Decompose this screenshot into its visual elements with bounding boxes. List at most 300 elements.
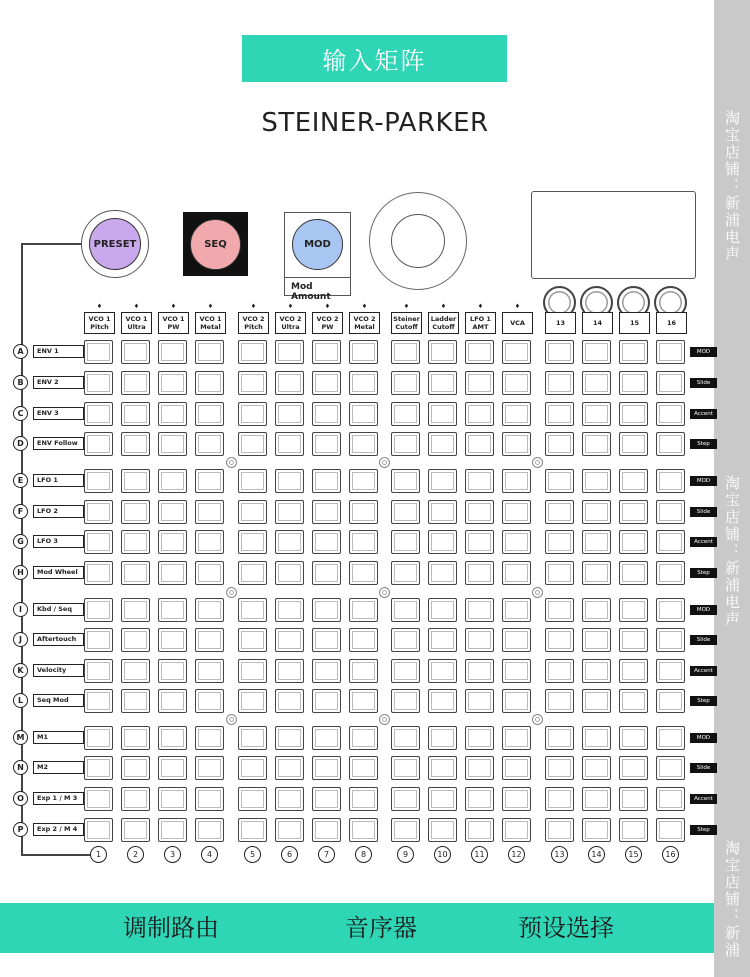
matrix-cell[interactable] bbox=[465, 561, 494, 585]
matrix-cell[interactable] bbox=[619, 561, 648, 585]
matrix-cell[interactable] bbox=[121, 432, 150, 456]
matrix-cell[interactable] bbox=[656, 756, 685, 780]
matrix-cell[interactable] bbox=[465, 432, 494, 456]
matrix-cell[interactable] bbox=[349, 818, 378, 842]
matrix-cell[interactable] bbox=[84, 561, 113, 585]
matrix-cell[interactable] bbox=[158, 628, 187, 652]
matrix-cell[interactable] bbox=[582, 500, 611, 524]
matrix-cell[interactable] bbox=[349, 689, 378, 713]
matrix-cell[interactable] bbox=[502, 561, 531, 585]
matrix-cell[interactable] bbox=[238, 659, 267, 683]
source-label: ENV 2 bbox=[33, 376, 84, 389]
matrix-cell[interactable] bbox=[465, 598, 494, 622]
matrix-cell[interactable] bbox=[349, 628, 378, 652]
matrix-cell[interactable] bbox=[656, 469, 685, 493]
matrix-cell[interactable] bbox=[391, 371, 420, 395]
matrix-cell[interactable] bbox=[545, 371, 574, 395]
destination-label: 16 bbox=[666, 319, 677, 327]
matrix-cell[interactable] bbox=[121, 340, 150, 364]
matrix-cell[interactable] bbox=[582, 432, 611, 456]
column-number: 9 bbox=[397, 846, 414, 863]
matrix-cell[interactable] bbox=[465, 756, 494, 780]
source-label: Aftertouch bbox=[33, 633, 84, 646]
column-number: 2 bbox=[127, 846, 144, 863]
matrix-cell[interactable] bbox=[312, 340, 341, 364]
matrix-cell[interactable] bbox=[238, 628, 267, 652]
destination-label: VCO 2 bbox=[242, 315, 265, 323]
matrix-cell[interactable] bbox=[349, 500, 378, 524]
matrix-cell[interactable] bbox=[428, 561, 457, 585]
matrix-cell[interactable] bbox=[195, 530, 224, 554]
matrix-cell[interactable] bbox=[465, 402, 494, 426]
matrix-cell[interactable] bbox=[195, 371, 224, 395]
matrix-cell[interactable] bbox=[275, 561, 304, 585]
matrix-cell[interactable] bbox=[391, 340, 420, 364]
matrix-cell[interactable] bbox=[84, 530, 113, 554]
row-tag: MOD bbox=[690, 733, 717, 743]
arrow-icon: ♦ bbox=[133, 303, 140, 310]
matrix-cell[interactable] bbox=[545, 469, 574, 493]
matrix-cell[interactable] bbox=[238, 561, 267, 585]
matrix-cell[interactable] bbox=[312, 530, 341, 554]
matrix-cell[interactable] bbox=[238, 787, 267, 811]
matrix-cell[interactable] bbox=[84, 469, 113, 493]
matrix-cell[interactable] bbox=[275, 500, 304, 524]
matrix-cell[interactable] bbox=[619, 818, 648, 842]
matrix-cell[interactable] bbox=[465, 726, 494, 750]
matrix-cell[interactable] bbox=[238, 340, 267, 364]
seq-button[interactable] bbox=[183, 212, 248, 276]
destination-sublabel: Pitch bbox=[244, 323, 263, 331]
matrix-cell[interactable] bbox=[502, 726, 531, 750]
matrix-cell[interactable] bbox=[619, 432, 648, 456]
matrix-cell[interactable] bbox=[502, 689, 531, 713]
matrix-cell[interactable] bbox=[545, 530, 574, 554]
matrix-cell[interactable] bbox=[195, 340, 224, 364]
matrix-cell[interactable] bbox=[158, 561, 187, 585]
matrix-cell[interactable] bbox=[121, 598, 150, 622]
matrix-cell[interactable] bbox=[465, 689, 494, 713]
matrix-cell[interactable] bbox=[428, 402, 457, 426]
matrix-cell[interactable] bbox=[428, 530, 457, 554]
matrix-cell[interactable] bbox=[238, 756, 267, 780]
matrix-cell[interactable] bbox=[391, 500, 420, 524]
matrix-cell[interactable] bbox=[465, 530, 494, 554]
matrix-cell[interactable] bbox=[158, 818, 187, 842]
arrow-icon: ♦ bbox=[287, 303, 294, 310]
matrix-cell[interactable] bbox=[656, 628, 685, 652]
matrix-cell[interactable] bbox=[391, 659, 420, 683]
matrix-cell[interactable] bbox=[195, 469, 224, 493]
matrix-cell[interactable] bbox=[195, 756, 224, 780]
matrix-cell[interactable] bbox=[349, 371, 378, 395]
matrix-cell[interactable] bbox=[121, 689, 150, 713]
arrow-icon: ♦ bbox=[250, 303, 257, 310]
matrix-cell[interactable] bbox=[619, 628, 648, 652]
matrix-cell[interactable] bbox=[195, 432, 224, 456]
matrix-cell[interactable] bbox=[545, 726, 574, 750]
matrix-cell[interactable] bbox=[465, 659, 494, 683]
matrix-cell[interactable] bbox=[121, 402, 150, 426]
matrix-cell[interactable] bbox=[428, 818, 457, 842]
matrix-cell[interactable] bbox=[275, 432, 304, 456]
matrix-cell[interactable] bbox=[582, 659, 611, 683]
matrix-cell[interactable] bbox=[349, 402, 378, 426]
matrix-cell[interactable] bbox=[349, 469, 378, 493]
matrix-cell[interactable] bbox=[121, 500, 150, 524]
matrix-cell[interactable] bbox=[238, 432, 267, 456]
row-letter: C bbox=[13, 406, 28, 421]
column-number: 12 bbox=[508, 846, 525, 863]
matrix-cell[interactable] bbox=[275, 689, 304, 713]
matrix-cell[interactable] bbox=[545, 340, 574, 364]
matrix-cell[interactable] bbox=[158, 340, 187, 364]
matrix-cell[interactable] bbox=[158, 726, 187, 750]
matrix-cell[interactable] bbox=[275, 598, 304, 622]
matrix-cell[interactable] bbox=[195, 598, 224, 622]
destination-label: VCO 1 bbox=[162, 315, 185, 323]
row-tag: MOD bbox=[690, 605, 717, 615]
matrix-cell[interactable] bbox=[428, 689, 457, 713]
matrix-cell[interactable] bbox=[656, 659, 685, 683]
matrix-cell[interactable] bbox=[84, 659, 113, 683]
matrix-cell[interactable] bbox=[656, 402, 685, 426]
matrix-cell[interactable] bbox=[84, 371, 113, 395]
matrix-cell[interactable] bbox=[349, 787, 378, 811]
preset-button[interactable] bbox=[81, 210, 149, 278]
screw-icon bbox=[532, 587, 543, 598]
matrix-cell[interactable] bbox=[84, 340, 113, 364]
destination-header bbox=[502, 303, 533, 334]
matrix-cell[interactable] bbox=[312, 628, 341, 652]
matrix-cell[interactable] bbox=[656, 726, 685, 750]
matrix-cell[interactable] bbox=[121, 659, 150, 683]
matrix-cell[interactable] bbox=[84, 432, 113, 456]
matrix-cell[interactable] bbox=[582, 469, 611, 493]
matrix-cell[interactable] bbox=[312, 787, 341, 811]
matrix-cell[interactable] bbox=[656, 432, 685, 456]
matrix-cell[interactable] bbox=[349, 432, 378, 456]
destination-header bbox=[349, 303, 380, 334]
matrix-cell[interactable] bbox=[428, 371, 457, 395]
matrix-cell[interactable] bbox=[312, 598, 341, 622]
matrix-cell[interactable] bbox=[502, 500, 531, 524]
matrix-cell[interactable] bbox=[391, 787, 420, 811]
page-title: 输入矩阵 bbox=[242, 35, 507, 82]
matrix-cell[interactable] bbox=[656, 530, 685, 554]
matrix-cell[interactable] bbox=[656, 340, 685, 364]
matrix-cell[interactable] bbox=[121, 818, 150, 842]
matrix-cell[interactable] bbox=[121, 628, 150, 652]
matrix-cell[interactable] bbox=[428, 340, 457, 364]
matrix-cell[interactable] bbox=[619, 787, 648, 811]
matrix-cell[interactable] bbox=[195, 689, 224, 713]
matrix-cell[interactable] bbox=[195, 561, 224, 585]
destination-label: 14 bbox=[592, 319, 603, 327]
matrix-cell[interactable] bbox=[619, 371, 648, 395]
matrix-cell[interactable] bbox=[84, 726, 113, 750]
matrix-cell[interactable] bbox=[619, 402, 648, 426]
matrix-cell[interactable] bbox=[502, 371, 531, 395]
matrix-cell[interactable] bbox=[656, 500, 685, 524]
matrix-cell[interactable] bbox=[195, 402, 224, 426]
matrix-cell[interactable] bbox=[312, 818, 341, 842]
matrix-cell[interactable] bbox=[195, 818, 224, 842]
matrix-cell[interactable] bbox=[502, 756, 531, 780]
matrix-cell[interactable] bbox=[84, 689, 113, 713]
matrix-cell[interactable] bbox=[502, 659, 531, 683]
matrix-cell[interactable] bbox=[582, 402, 611, 426]
matrix-cell[interactable] bbox=[465, 628, 494, 652]
matrix-cell[interactable] bbox=[545, 432, 574, 456]
matrix-cell[interactable] bbox=[502, 598, 531, 622]
matrix-cell[interactable] bbox=[545, 756, 574, 780]
matrix-cell[interactable] bbox=[158, 469, 187, 493]
matrix-cell[interactable] bbox=[582, 756, 611, 780]
matrix-cell[interactable] bbox=[84, 756, 113, 780]
matrix-cell[interactable] bbox=[84, 500, 113, 524]
matrix-cell[interactable] bbox=[545, 689, 574, 713]
matrix-cell[interactable] bbox=[238, 689, 267, 713]
matrix-cell[interactable] bbox=[275, 628, 304, 652]
destination-header bbox=[428, 303, 459, 334]
matrix-cell[interactable] bbox=[195, 628, 224, 652]
matrix-cell[interactable] bbox=[312, 561, 341, 585]
matrix-cell[interactable] bbox=[619, 530, 648, 554]
matrix-cell[interactable] bbox=[84, 402, 113, 426]
matrix-cell[interactable] bbox=[391, 628, 420, 652]
matrix-cell[interactable] bbox=[238, 530, 267, 554]
matrix-cell[interactable] bbox=[84, 818, 113, 842]
matrix-cell[interactable] bbox=[502, 469, 531, 493]
matrix-cell[interactable] bbox=[158, 530, 187, 554]
matrix-cell[interactable] bbox=[656, 818, 685, 842]
destination-sublabel: Pitch bbox=[90, 323, 109, 331]
row-letter: H bbox=[13, 565, 28, 580]
matrix-cell[interactable] bbox=[391, 530, 420, 554]
matrix-cell[interactable] bbox=[158, 787, 187, 811]
matrix-cell[interactable] bbox=[238, 371, 267, 395]
matrix-cell[interactable] bbox=[121, 756, 150, 780]
matrix-cell[interactable] bbox=[238, 726, 267, 750]
matrix-cell[interactable] bbox=[391, 756, 420, 780]
matrix-cell[interactable] bbox=[158, 432, 187, 456]
matrix-cell[interactable] bbox=[312, 371, 341, 395]
destination-header bbox=[545, 312, 576, 334]
matrix-cell[interactable] bbox=[502, 628, 531, 652]
destination-header bbox=[84, 303, 115, 334]
matrix-cell[interactable] bbox=[312, 469, 341, 493]
matrix-cell[interactable] bbox=[275, 818, 304, 842]
matrix-cell[interactable] bbox=[275, 787, 304, 811]
matrix-cell[interactable] bbox=[428, 726, 457, 750]
matrix-cell[interactable] bbox=[275, 726, 304, 750]
matrix-cell[interactable] bbox=[238, 818, 267, 842]
matrix-cell[interactable] bbox=[582, 598, 611, 622]
matrix-cell[interactable] bbox=[275, 402, 304, 426]
matrix-cell[interactable] bbox=[502, 402, 531, 426]
matrix-cell[interactable] bbox=[158, 500, 187, 524]
source-label: ENV 1 bbox=[33, 345, 84, 358]
matrix-cell[interactable] bbox=[619, 689, 648, 713]
destination-sublabel: PW bbox=[321, 323, 334, 331]
matrix-cell[interactable] bbox=[121, 726, 150, 750]
matrix-cell[interactable] bbox=[158, 371, 187, 395]
matrix-cell[interactable] bbox=[582, 726, 611, 750]
matrix-cell[interactable] bbox=[158, 756, 187, 780]
matrix-cell[interactable] bbox=[502, 818, 531, 842]
matrix-cell[interactable] bbox=[312, 756, 341, 780]
matrix-cell[interactable] bbox=[312, 500, 341, 524]
watermark-strip bbox=[714, 0, 750, 977]
matrix-cell[interactable] bbox=[582, 530, 611, 554]
matrix-cell[interactable] bbox=[391, 469, 420, 493]
arrow-icon: ♦ bbox=[207, 303, 214, 310]
mod-button[interactable]: MOD bbox=[292, 219, 343, 270]
matrix-cell[interactable] bbox=[428, 659, 457, 683]
matrix-cell[interactable] bbox=[619, 726, 648, 750]
matrix-cell[interactable] bbox=[238, 598, 267, 622]
matrix-cell[interactable] bbox=[465, 371, 494, 395]
matrix-cell[interactable] bbox=[619, 659, 648, 683]
matrix-cell[interactable] bbox=[582, 628, 611, 652]
matrix-cell[interactable] bbox=[502, 340, 531, 364]
matrix-cell[interactable] bbox=[391, 561, 420, 585]
matrix-cell[interactable] bbox=[275, 340, 304, 364]
matrix-cell[interactable] bbox=[158, 689, 187, 713]
mod-panel bbox=[284, 212, 351, 302]
matrix-cell[interactable] bbox=[121, 787, 150, 811]
arrow-icon: ♦ bbox=[170, 303, 177, 310]
device-name: STEINER-PARKER bbox=[261, 108, 489, 138]
matrix-cell[interactable] bbox=[121, 561, 150, 585]
matrix-cell[interactable] bbox=[656, 689, 685, 713]
matrix-cell[interactable] bbox=[428, 500, 457, 524]
matrix-cell[interactable] bbox=[391, 432, 420, 456]
matrix-cell[interactable] bbox=[545, 659, 574, 683]
matrix-cell[interactable] bbox=[158, 598, 187, 622]
matrix-cell[interactable] bbox=[619, 756, 648, 780]
watermark-text: 淘宝店铺：新浦 bbox=[723, 840, 741, 959]
matrix-cell[interactable] bbox=[195, 726, 224, 750]
matrix-cell[interactable] bbox=[349, 530, 378, 554]
watermark-text: 淘宝店铺：新浦电声 bbox=[723, 475, 741, 628]
matrix-cell[interactable] bbox=[656, 561, 685, 585]
matrix-cell[interactable] bbox=[158, 402, 187, 426]
matrix-cell[interactable] bbox=[428, 598, 457, 622]
matrix-cell[interactable] bbox=[195, 500, 224, 524]
matrix-cell[interactable] bbox=[121, 469, 150, 493]
matrix-cell[interactable] bbox=[582, 371, 611, 395]
matrix-cell[interactable] bbox=[428, 469, 457, 493]
matrix-cell[interactable] bbox=[195, 659, 224, 683]
matrix-cell[interactable] bbox=[312, 659, 341, 683]
matrix-cell[interactable] bbox=[312, 402, 341, 426]
matrix-cell[interactable] bbox=[582, 818, 611, 842]
matrix-cell[interactable] bbox=[84, 787, 113, 811]
matrix-cell[interactable] bbox=[349, 561, 378, 585]
matrix-cell[interactable] bbox=[312, 726, 341, 750]
matrix-cell[interactable] bbox=[391, 689, 420, 713]
destination-sublabel: Metal bbox=[354, 323, 375, 331]
matrix-cell[interactable] bbox=[428, 787, 457, 811]
matrix-cell[interactable] bbox=[349, 659, 378, 683]
matrix-cell[interactable] bbox=[195, 787, 224, 811]
matrix-cell[interactable] bbox=[545, 818, 574, 842]
matrix-cell[interactable] bbox=[275, 530, 304, 554]
matrix-cell[interactable] bbox=[545, 628, 574, 652]
matrix-cell[interactable] bbox=[582, 561, 611, 585]
matrix-cell[interactable] bbox=[349, 726, 378, 750]
matrix-cell[interactable] bbox=[312, 689, 341, 713]
matrix-cell[interactable] bbox=[545, 561, 574, 585]
matrix-cell[interactable] bbox=[238, 500, 267, 524]
matrix-cell[interactable] bbox=[502, 787, 531, 811]
matrix-cell[interactable] bbox=[275, 756, 304, 780]
matrix-cell[interactable] bbox=[582, 689, 611, 713]
matrix-cell[interactable] bbox=[619, 340, 648, 364]
matrix-cell[interactable] bbox=[582, 340, 611, 364]
footer-item-sequencer: 音序器 bbox=[345, 914, 417, 942]
matrix-cell[interactable] bbox=[275, 469, 304, 493]
matrix-cell[interactable] bbox=[391, 598, 420, 622]
main-encoder-knob[interactable] bbox=[369, 192, 467, 290]
matrix-cell[interactable] bbox=[619, 598, 648, 622]
matrix-cell[interactable] bbox=[312, 432, 341, 456]
matrix-cell[interactable] bbox=[656, 787, 685, 811]
matrix-cell[interactable] bbox=[238, 402, 267, 426]
matrix-cell[interactable] bbox=[465, 500, 494, 524]
matrix-cell[interactable] bbox=[582, 787, 611, 811]
matrix-cell[interactable] bbox=[619, 469, 648, 493]
matrix-cell[interactable] bbox=[465, 340, 494, 364]
matrix-cell[interactable] bbox=[465, 469, 494, 493]
matrix-cell[interactable] bbox=[428, 756, 457, 780]
matrix-cell[interactable] bbox=[465, 787, 494, 811]
matrix-cell[interactable] bbox=[391, 402, 420, 426]
matrix-cell[interactable] bbox=[391, 818, 420, 842]
matrix-cell[interactable] bbox=[545, 787, 574, 811]
matrix-cell[interactable] bbox=[84, 628, 113, 652]
matrix-cell[interactable] bbox=[465, 818, 494, 842]
source-label: Mod Wheel bbox=[33, 566, 84, 579]
matrix-cell[interactable] bbox=[545, 402, 574, 426]
matrix-cell[interactable] bbox=[84, 598, 113, 622]
matrix-cell[interactable] bbox=[349, 756, 378, 780]
matrix-cell[interactable] bbox=[391, 726, 420, 750]
matrix-cell[interactable] bbox=[656, 371, 685, 395]
matrix-cell[interactable] bbox=[502, 530, 531, 554]
matrix-cell[interactable] bbox=[158, 659, 187, 683]
matrix-cell[interactable] bbox=[502, 432, 531, 456]
matrix-cell[interactable] bbox=[275, 659, 304, 683]
destination-header bbox=[158, 303, 189, 334]
matrix-cell[interactable] bbox=[545, 598, 574, 622]
connector-line bbox=[21, 243, 83, 245]
matrix-cell[interactable] bbox=[349, 340, 378, 364]
matrix-cell[interactable] bbox=[349, 598, 378, 622]
matrix-cell[interactable] bbox=[656, 598, 685, 622]
matrix-cell[interactable] bbox=[121, 371, 150, 395]
matrix-cell[interactable] bbox=[121, 530, 150, 554]
matrix-cell[interactable] bbox=[428, 432, 457, 456]
matrix-cell[interactable] bbox=[238, 469, 267, 493]
source-label: ENV 3 bbox=[33, 407, 84, 420]
matrix-cell[interactable] bbox=[545, 500, 574, 524]
matrix-cell[interactable] bbox=[275, 371, 304, 395]
matrix-cell[interactable] bbox=[428, 628, 457, 652]
matrix-cell[interactable] bbox=[619, 500, 648, 524]
